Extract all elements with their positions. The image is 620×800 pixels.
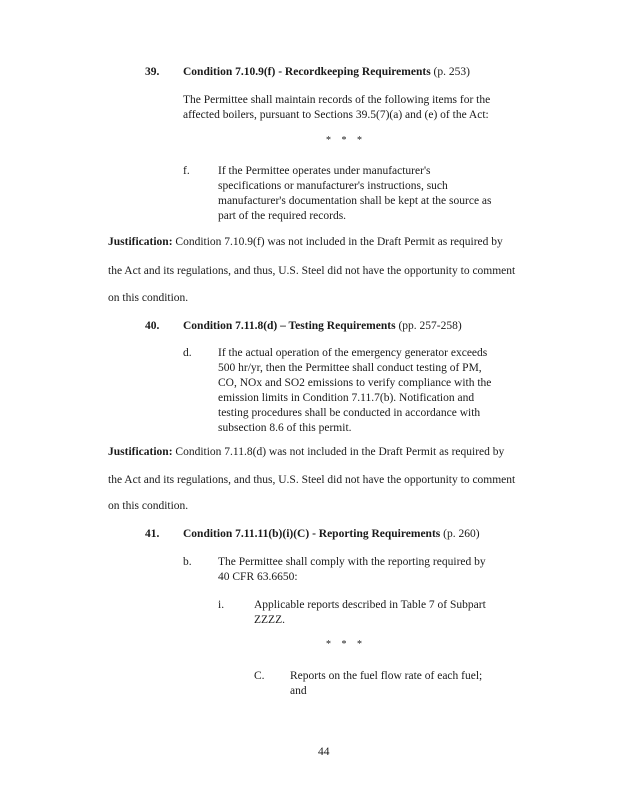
- item-41-number: 41.: [145, 528, 160, 540]
- item-39-intro-line-1: The Permittee shall maintain records of the following items for the: [183, 94, 491, 106]
- item-41-heading-title: Condition 7.11.11(b)(i)(C) - Reporting Requirements: [183, 528, 441, 540]
- item-40-justification-label: Justification:: [108, 446, 173, 458]
- item-41-subsubsub-label: C.: [254, 670, 265, 682]
- item-41-heading: [183, 528, 480, 540]
- item-40-number: 40.: [145, 320, 160, 332]
- item-40-justification-line-1: [108, 446, 504, 458]
- item-40-heading: [183, 320, 462, 332]
- item-41-subsub-label: i.: [218, 599, 225, 611]
- item-39-justification-line-2: the Act and its regulations, and thus, U.S. Steel did not have the opportunity to comment: [108, 265, 516, 277]
- item-41-subsubsub-line-1: Reports on the fuel flow rate of each fuel;: [290, 670, 483, 682]
- item-41-sub-line-1: The Permittee shall comply with the reporting required by: [218, 556, 486, 568]
- item-40-justification-line-3: on this condition.: [108, 500, 189, 512]
- item-40-sub-line-4: emission limits in Condition 7.11.7(b). Notification and: [218, 392, 475, 404]
- item-40-justification-line-2: the Act and its regulations, and thus, U.S. Steel did not have the opportunity to comment: [108, 474, 516, 486]
- item-39-number: 39.: [145, 66, 160, 78]
- item-39-justification-text-1: Condition 7.10.9(f) was not included in the Draft Permit as required by: [175, 236, 503, 248]
- item-40-justification-text-1: Condition 7.11.8(d) was not included in the Draft Permit as required by: [175, 446, 505, 458]
- item-39-ellipsis: * * *: [326, 135, 366, 146]
- item-41-sub-label: b.: [183, 556, 192, 568]
- item-40-sub-line-1: If the actual operation of the emergency generator exceeds: [218, 347, 488, 359]
- item-41-subsub-line-2: ZZZZ.: [254, 614, 285, 626]
- item-39-sub-label: f.: [183, 165, 190, 177]
- item-39-intro-line-2: affected boilers, pursuant to Sections 39.5(7)(a) and (e) of the Act:: [183, 109, 489, 121]
- item-39-sub-line-1: If the Permittee operates under manufacturer's: [218, 165, 431, 177]
- item-40-sub-label: d.: [183, 347, 192, 359]
- item-39-justification-label: Justification:: [108, 236, 173, 248]
- item-40-heading-title: Condition 7.11.8(d) – Testing Requirements: [183, 320, 396, 332]
- item-41-heading-page: (p. 260): [443, 528, 480, 540]
- item-39-sub-line-3: manufacturer's documentation shall be kept at the source as: [218, 195, 492, 207]
- item-40-sub-line-6: subsection 8.6 of this permit.: [218, 422, 352, 434]
- item-39-justification-line-1: [108, 236, 503, 248]
- item-41-subsub-line-1: Applicable reports described in Table 7 of Subpart: [254, 599, 486, 611]
- item-40-sub-line-5: testing procedures shall be conducted in accordance with: [218, 407, 481, 419]
- item-40-heading-page: (pp. 257-258): [398, 320, 462, 332]
- item-39-heading: [183, 66, 470, 78]
- item-39-heading-page: (p. 253): [433, 66, 470, 78]
- item-41-sub-line-2: 40 CFR 63.6650:: [218, 571, 298, 583]
- page-number: 44: [318, 746, 330, 758]
- item-41-ellipsis: * * *: [326, 639, 366, 650]
- item-39-sub-line-2: specifications or manufacturer's instructions, such: [218, 180, 448, 192]
- item-40-sub-line-3: CO, NOx and SO2 emissions to verify compliance with the: [218, 377, 492, 389]
- item-39-justification-line-3: on this condition.: [108, 292, 189, 304]
- item-39-heading-title: Condition 7.10.9(f) - Recordkeeping Requirements: [183, 66, 431, 78]
- item-41-subsubsub-line-2: and: [290, 685, 307, 697]
- item-39-sub-line-4: part of the required records.: [218, 210, 347, 222]
- item-40-sub-line-2: 500 hr/yr, then the Permittee shall conduct testing of PM,: [218, 362, 482, 374]
